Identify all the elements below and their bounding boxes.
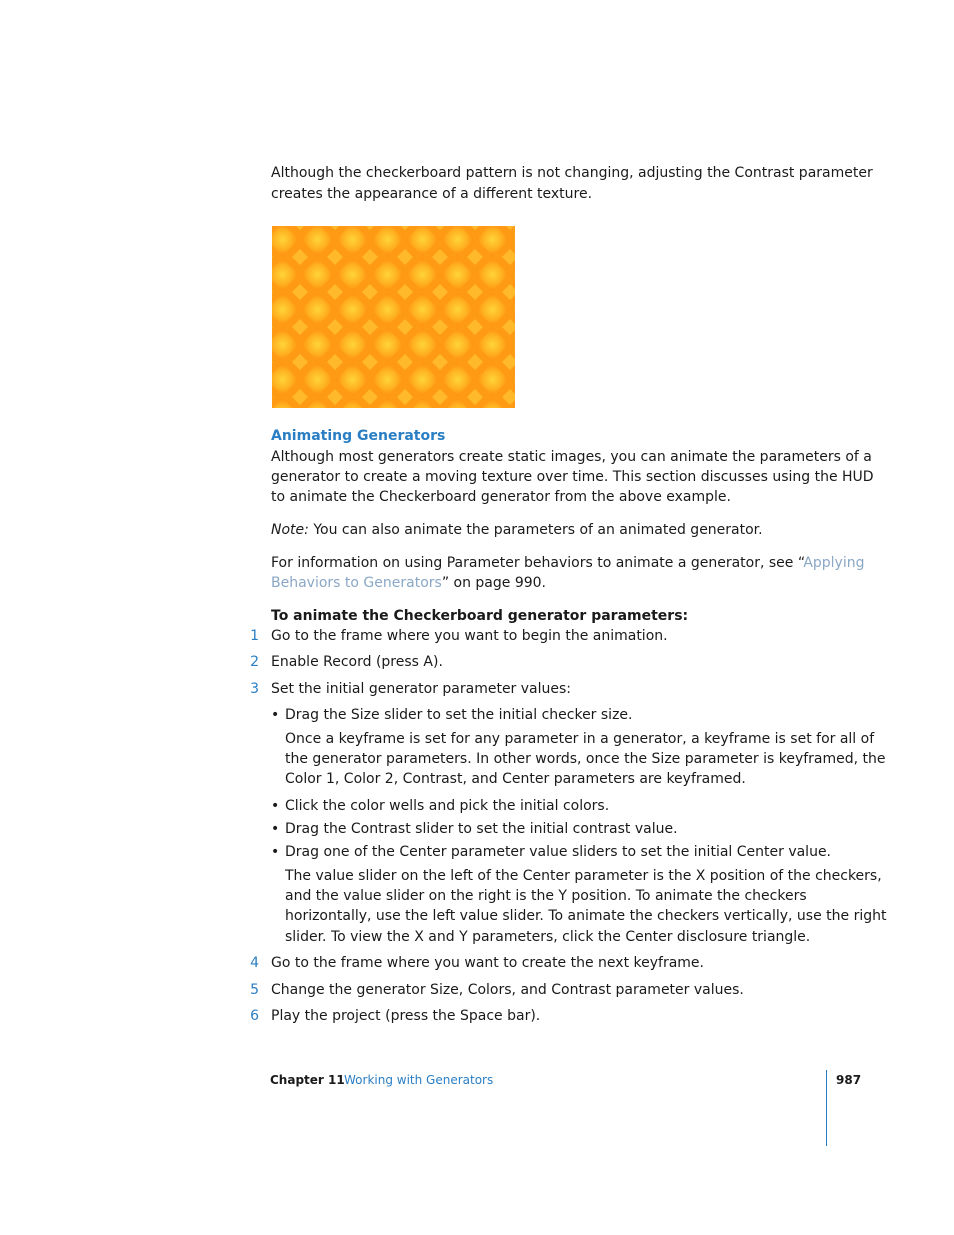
bullet-mark: •	[271, 798, 280, 814]
intro-line-2: creates the appearance of a different texture.	[271, 186, 593, 202]
bullet-text: Drag one of the Center parameter value sliders to set the initial Center value.	[285, 844, 832, 860]
para1-line-3: to animate the Checkerboard generator from the above example.	[271, 489, 731, 505]
info-line-2	[271, 573, 546, 594]
note-text: You can also animate the parameters of an animated generator.	[313, 522, 763, 538]
sub2-line-2: and the value slider on the right is the Y position. To animate the checkers	[285, 888, 807, 904]
para1-line-1: Although most generators create static images, you can animate the parameters of a	[271, 449, 872, 465]
cross-reference-link[interactable]: Applying	[803, 555, 865, 571]
step-text: Enable Record (press A).	[271, 654, 443, 670]
footer-chapter: Chapter 11	[270, 1073, 345, 1087]
footer-chapter-title[interactable]: Working with Generators	[344, 1073, 494, 1087]
step-text: Set the initial generator parameter values:	[271, 681, 572, 697]
info-page-ref: ” on page 990.	[441, 575, 546, 591]
step-text: Go to the frame where you want to create the next keyframe.	[271, 955, 704, 971]
step-number: 6	[250, 1008, 259, 1024]
sub1-line-2: the generator parameters. In other words, once the Size parameter is keyframed, the	[285, 751, 886, 767]
bullet-text: Drag the Size slider to set the initial checker size.	[285, 707, 633, 723]
note-label: Note:	[271, 522, 309, 538]
footer-divider	[826, 1070, 827, 1146]
cross-reference-link-cont[interactable]: Behaviors to Generators	[271, 575, 442, 591]
checkerboard-texture	[272, 226, 515, 408]
sub2-line-4: slider. To view the X and Y parameters, click the Center disclosure triangle.	[285, 929, 811, 945]
checkerboard-figure	[272, 226, 515, 408]
step-text: Play the project (press the Space bar).	[271, 1008, 541, 1024]
section-heading: Animating Generators	[271, 428, 446, 444]
step-text: Go to the frame where you want to begin the animation.	[271, 628, 668, 644]
info-line-1	[271, 553, 865, 574]
intro-line-1: Although the checkerboard pattern is not changing, adjusting the Contrast parameter	[271, 165, 873, 181]
sub2-line-3: horizontally, use the left value slider. To animate the checkers vertically, use the right	[285, 908, 887, 924]
step-number: 1	[250, 628, 259, 644]
bullet-mark: •	[271, 844, 280, 860]
step-number: 5	[250, 982, 259, 998]
page-number: 987	[836, 1073, 862, 1087]
step-text: Change the generator Size, Colors, and Contrast parameter values.	[271, 982, 744, 998]
info-text: For information on using Parameter behaviors to animate a generator, see “	[271, 555, 804, 571]
step-number: 4	[250, 955, 259, 971]
step-number: 2	[250, 654, 259, 670]
procedure-title: To animate the Checkerboard generator parameters:	[271, 608, 689, 624]
note	[271, 520, 763, 541]
bullet-mark: •	[271, 821, 280, 837]
bullet-text: Drag the Contrast slider to set the initial contrast value.	[285, 821, 678, 837]
bullet-text: Click the color wells and pick the initial colors.	[285, 798, 610, 814]
bullet-mark: •	[271, 707, 280, 723]
para1-line-2: generator to create a moving texture over time. This section discusses using the HUD	[271, 469, 874, 485]
sub2-line-1: The value slider on the left of the Center parameter is the X position of the checkers,	[285, 868, 882, 884]
sub1-line-3: Color 1, Color 2, Contrast, and Center parameters are keyframed.	[285, 771, 746, 787]
sub1-line-1: Once a keyframe is set for any parameter in a generator, a keyframe is set for all of	[285, 731, 875, 747]
step-number: 3	[250, 681, 259, 697]
